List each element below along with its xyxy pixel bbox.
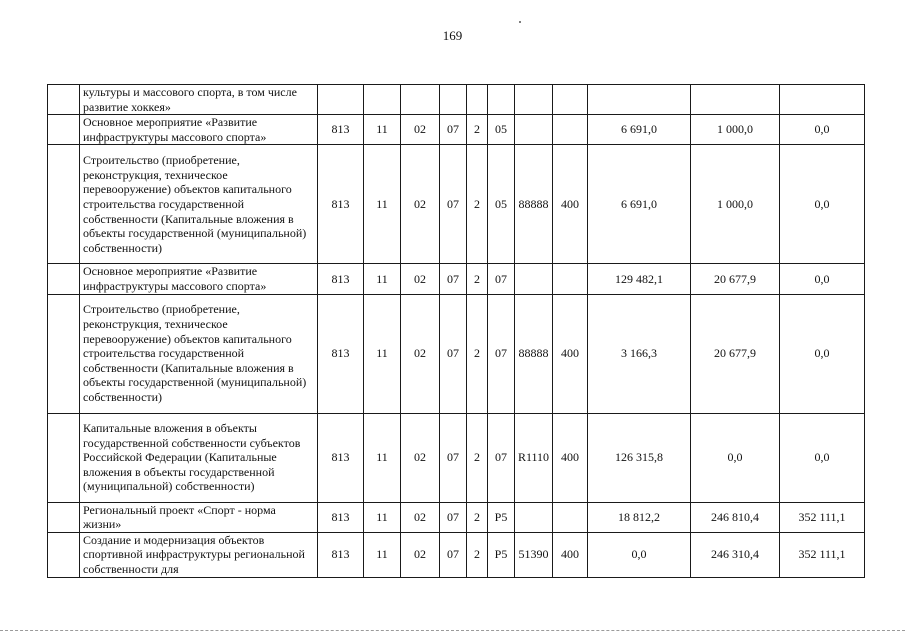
cell-y2: 246 810,4 [691, 502, 780, 532]
cell-c2: 2 [467, 502, 488, 532]
cell-c1: 07 [440, 532, 467, 577]
cell-rz: 11 [364, 145, 401, 264]
row-stub-cell [48, 294, 80, 413]
cell-y2: 1 000,0 [691, 145, 780, 264]
table-row [48, 413, 865, 502]
cell-y2: 246 310,4 [691, 532, 780, 577]
table-row [48, 145, 865, 264]
cell-vr [553, 502, 588, 532]
cell-gr [318, 85, 364, 115]
cell-pr: 02 [401, 294, 440, 413]
cell-c4 [515, 115, 553, 145]
cell-desc: Основное мероприятие «Развитие инфраструктуры массового спорта» [80, 264, 318, 294]
cell-c4 [515, 264, 553, 294]
cell-pr: 02 [401, 502, 440, 532]
cell-pr [401, 85, 440, 115]
cell-y1: 3 166,3 [588, 294, 691, 413]
cell-gr: 813 [318, 294, 364, 413]
cell-y3: 352 111,1 [780, 532, 865, 577]
cell-rz [364, 85, 401, 115]
cell-rz: 11 [364, 264, 401, 294]
cell-c2: 2 [467, 264, 488, 294]
cell-vr [553, 85, 588, 115]
cell-y1: 6 691,0 [588, 145, 691, 264]
cell-vr [553, 115, 588, 145]
cell-desc: Региональный проект «Спорт - норма жизни» [80, 502, 318, 532]
cell-y3: 352 111,1 [780, 502, 865, 532]
cell-vr: 400 [553, 294, 588, 413]
cell-y1: 126 315,8 [588, 413, 691, 502]
row-stub-cell [48, 145, 80, 264]
cell-gr: 813 [318, 264, 364, 294]
row-stub-cell [48, 413, 80, 502]
cell-c1 [440, 85, 467, 115]
cell-c1: 07 [440, 145, 467, 264]
cell-y2: 1 000,0 [691, 115, 780, 145]
cell-gr: 813 [318, 115, 364, 145]
cell-y1: 0,0 [588, 532, 691, 577]
cell-c1: 07 [440, 115, 467, 145]
cell-c3: 07 [488, 294, 515, 413]
cell-pr: 02 [401, 264, 440, 294]
row-stub-cell [48, 264, 80, 294]
cell-gr: 813 [318, 502, 364, 532]
cell-c2: 2 [467, 145, 488, 264]
cell-y3 [780, 85, 865, 115]
cell-desc: Капитальные вложения в объекты государственной собственности субъектов Российской Федерации (Капитальные вложения в объекты государственной (муниципальной) собственности) [80, 413, 318, 502]
table-row [48, 532, 865, 577]
cell-c3: 05 [488, 115, 515, 145]
cell-c4: 51390 [515, 532, 553, 577]
cell-vr [553, 264, 588, 294]
cell-c2 [467, 85, 488, 115]
scan-speck [519, 21, 521, 23]
cell-c2: 2 [467, 115, 488, 145]
cell-c3 [488, 85, 515, 115]
cell-rz: 11 [364, 502, 401, 532]
table-row [48, 85, 865, 115]
cell-y2: 20 677,9 [691, 264, 780, 294]
cell-y3: 0,0 [780, 115, 865, 145]
page-bottom-edge [0, 630, 905, 631]
cell-c4: R1110 [515, 413, 553, 502]
cell-c3: P5 [488, 532, 515, 577]
cell-rz: 11 [364, 413, 401, 502]
cell-y1: 18 812,2 [588, 502, 691, 532]
table-row [48, 502, 865, 532]
cell-y3: 0,0 [780, 413, 865, 502]
cell-gr: 813 [318, 413, 364, 502]
cell-y3: 0,0 [780, 294, 865, 413]
cell-vr: 400 [553, 532, 588, 577]
cell-vr: 400 [553, 145, 588, 264]
cell-desc: Строительство (приобретение, реконструкция, техническое перевооружение) объектов капитального строительства государственной собственности (Капитальные вложения в объекты государственной (муниципальной) собственности) [80, 294, 318, 413]
cell-gr: 813 [318, 145, 364, 264]
cell-c3: 07 [488, 264, 515, 294]
cell-y2 [691, 85, 780, 115]
page-number: 169 [442, 28, 463, 43]
cell-c4 [515, 85, 553, 115]
table-row [48, 264, 865, 294]
table-row [48, 294, 865, 413]
cell-c2: 2 [467, 413, 488, 502]
cell-y3: 0,0 [780, 145, 865, 264]
cell-rz: 11 [364, 115, 401, 145]
budget-table [47, 84, 865, 578]
row-stub-cell [48, 115, 80, 145]
cell-c3: 05 [488, 145, 515, 264]
cell-c1: 07 [440, 413, 467, 502]
cell-c1: 07 [440, 264, 467, 294]
cell-y1: 129 482,1 [588, 264, 691, 294]
cell-pr: 02 [401, 413, 440, 502]
cell-pr: 02 [401, 115, 440, 145]
cell-c1: 07 [440, 502, 467, 532]
cell-pr: 02 [401, 145, 440, 264]
cell-c4: 88888 [515, 145, 553, 264]
cell-c3: P5 [488, 502, 515, 532]
cell-c2: 2 [467, 294, 488, 413]
cell-y3: 0,0 [780, 264, 865, 294]
cell-y2: 0,0 [691, 413, 780, 502]
cell-vr: 400 [553, 413, 588, 502]
row-stub-cell [48, 532, 80, 577]
cell-rz: 11 [364, 294, 401, 413]
cell-c2: 2 [467, 532, 488, 577]
cell-desc: культуры и массового спорта, в том числе развитие хоккея» [80, 85, 318, 115]
row-stub-cell [48, 502, 80, 532]
cell-c3: 07 [488, 413, 515, 502]
cell-desc: Основное мероприятие «Развитие инфраструктуры массового спорта» [80, 115, 318, 145]
cell-pr: 02 [401, 532, 440, 577]
table-row [48, 115, 865, 145]
cell-c4: 88888 [515, 294, 553, 413]
cell-y1: 6 691,0 [588, 115, 691, 145]
cell-c1: 07 [440, 294, 467, 413]
cell-y1 [588, 85, 691, 115]
cell-rz: 11 [364, 532, 401, 577]
row-stub-cell [48, 85, 80, 115]
cell-desc: Строительство (приобретение, реконструкция, техническое перевооружение) объектов капитального строительства государственной собственности (Капитальные вложения в объекты государственной (муниципальной) собственности) [80, 145, 318, 264]
cell-gr: 813 [318, 532, 364, 577]
cell-desc: Создание и модернизация объектов спортивной инфраструктуры региональной собственности для [80, 532, 318, 577]
cell-c4 [515, 502, 553, 532]
cell-y2: 20 677,9 [691, 294, 780, 413]
